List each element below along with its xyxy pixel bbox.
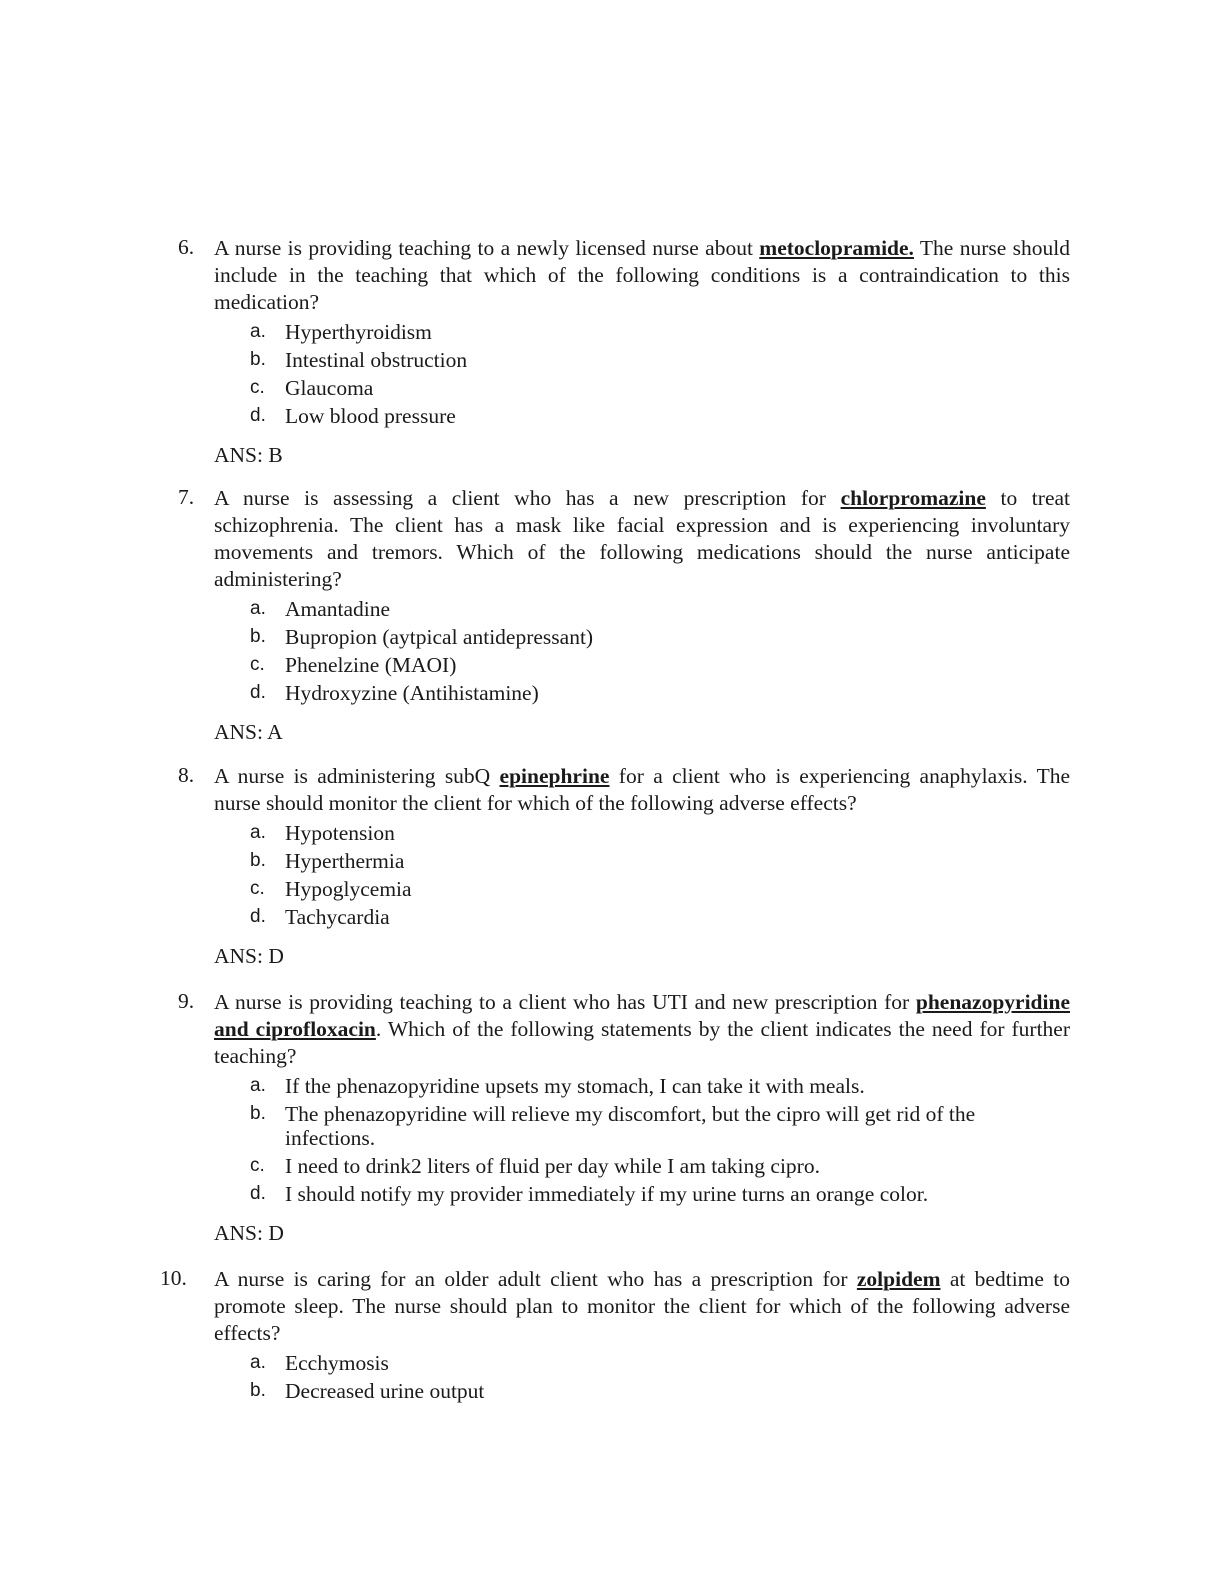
option-c — [250, 653, 1070, 677]
option-b — [250, 625, 1070, 649]
answer-options — [250, 1074, 1078, 1206]
option-letter: b. — [250, 850, 266, 871]
option-a — [250, 821, 1070, 845]
option-b — [250, 348, 1070, 372]
option-letter: b. — [250, 1103, 266, 1124]
question-8 — [178, 763, 1078, 970]
option-letter: c. — [250, 377, 265, 398]
option-letter: b. — [250, 626, 266, 647]
answer-key: ANS: B — [214, 443, 283, 467]
option-letter: d. — [250, 405, 266, 426]
option-letter: c. — [250, 878, 265, 899]
option-text: I need to drink2 liters of fluid per day while I am taking cipro. — [285, 1154, 820, 1178]
option-a — [250, 1074, 1070, 1098]
question-6 — [178, 235, 1078, 469]
option-text: The phenazopyridine will relieve my discomfort, but the cipro will get rid of the infections. — [285, 1102, 976, 1150]
option-c — [250, 376, 1070, 400]
drug-name: zolpidem — [856, 1267, 941, 1291]
drug-name: phenazopyridine and ciprofloxacin — [214, 990, 1070, 1041]
option-letter: d. — [250, 682, 266, 703]
question-stem-end: . Which of the following statements by the client indicates the need for further teaching? — [214, 1017, 1071, 1068]
answer-options — [250, 821, 1078, 929]
option-text: Glaucoma — [285, 376, 374, 400]
option-b — [250, 849, 1070, 873]
option-text: Bupropion (aytpical antidepressant) — [285, 625, 594, 649]
option-a — [250, 597, 1070, 621]
question-stem-start: A nurse is assessing a client who has a new prescription for — [214, 486, 841, 510]
option-text: I should notify my provider immediately if my urine turns an orange color. — [285, 1182, 929, 1206]
answer-key: ANS: D — [214, 944, 284, 968]
question-number: 9. — [178, 989, 195, 1013]
question-9 — [178, 989, 1078, 1247]
question-number: 6. — [178, 235, 195, 259]
option-letter: c. — [250, 654, 265, 675]
option-text: Ecchymosis — [285, 1351, 389, 1375]
answer-options — [250, 1351, 1078, 1403]
option-text: Hypotension — [285, 821, 395, 845]
question-text — [214, 485, 1070, 593]
question-text — [214, 989, 1070, 1070]
option-text: Tachycardia — [285, 905, 390, 929]
option-letter: d. — [250, 906, 266, 927]
option-text: Hyperthermia — [285, 849, 405, 873]
option-letter: d. — [250, 1183, 266, 1204]
option-text: Intestinal obstruction — [285, 348, 468, 372]
answer-options — [250, 597, 1078, 705]
question-7 — [178, 485, 1078, 746]
option-letter: a. — [250, 1075, 266, 1096]
question-text — [214, 235, 1070, 316]
question-stem-end: at bedtime to promote sleep. The nurse should plan to monitor the client for which of the following adverse effects? — [214, 1267, 1070, 1345]
question-stem-start: A nurse is providing teaching to a newly licensed nurse about — [214, 236, 760, 260]
question-text — [214, 763, 1070, 817]
drug-name: epinephrine — [499, 764, 610, 788]
option-letter: b. — [250, 349, 266, 370]
option-text: Hydroxyzine (Antihistamine) — [285, 681, 539, 705]
question-number: 8. — [178, 763, 195, 787]
option-text: Low blood pressure — [285, 404, 456, 428]
option-text: Phenelzine (MAOI) — [285, 653, 457, 677]
option-letter: a. — [250, 822, 266, 843]
answer-key: ANS: A — [214, 720, 283, 744]
option-c — [250, 877, 1070, 901]
option-c — [250, 1154, 1070, 1178]
option-text: Hypoglycemia — [285, 877, 412, 901]
option-text: Amantadine — [285, 597, 391, 621]
drug-name: chlorpromazine — [840, 486, 986, 510]
question-text — [214, 1266, 1070, 1347]
question-stem-start: A nurse is administering subQ — [214, 764, 500, 788]
answer-key: ANS: D — [214, 1221, 284, 1245]
option-d — [250, 905, 1070, 929]
option-letter: a. — [250, 1352, 266, 1373]
option-d — [250, 681, 1070, 705]
answer-options — [250, 320, 1078, 428]
option-b — [250, 1379, 1070, 1403]
question-number: 7. — [178, 485, 195, 509]
option-letter: b. — [250, 1380, 266, 1401]
question-number: 10. — [160, 1266, 187, 1290]
option-letter: a. — [250, 598, 266, 619]
question-stem-end: for a client who is experiencing anaphylaxis. The nurse should monitor the client for which of the following adverse effects? — [214, 764, 1070, 815]
option-text: Hyperthyroidism — [285, 320, 432, 344]
question-stem-end: The nurse should include in the teaching that which of the following conditions is a contraindication to this medication? — [214, 236, 1070, 314]
option-letter: a. — [250, 321, 266, 342]
option-d — [250, 404, 1070, 428]
question-stem-end: to treat schizophrenia. The client has a mask like facial expression and is experiencing involuntary movements and tremors. Which of the following medications should the nurse anticipate administering? — [214, 486, 1071, 591]
option-a — [250, 320, 1070, 344]
option-d — [250, 1182, 1070, 1206]
option-text: Decreased urine output — [285, 1379, 485, 1403]
question-stem-start: A nurse is caring for an older adult client who has a prescription for — [214, 1267, 857, 1291]
question-stem-start: A nurse is providing teaching to a client who has UTI and new prescription for — [214, 990, 916, 1014]
option-letter: c. — [250, 1155, 265, 1176]
option-b — [250, 1102, 1070, 1150]
question-10 — [160, 1266, 1078, 1407]
option-a — [250, 1351, 1070, 1375]
drug-name: metoclopramide. — [759, 236, 914, 260]
option-text: If the phenazopyridine upsets my stomach, I can take it with meals. — [285, 1074, 865, 1098]
